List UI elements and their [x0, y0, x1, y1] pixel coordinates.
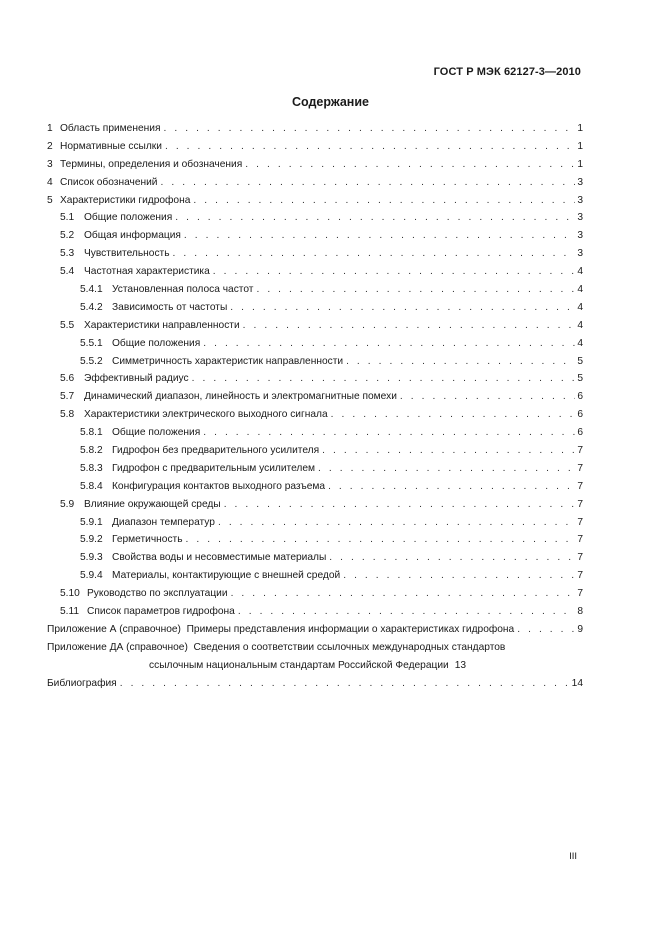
toc-leader-dots: [192, 371, 576, 387]
toc-entry-label: Характеристики гидрофона: [60, 194, 191, 206]
toc-entry-label: Список параметров гидрофона: [87, 606, 235, 618]
toc-entry-page: 7: [577, 480, 583, 492]
toc-entry-5-8-3[interactable]: [47, 461, 583, 479]
toc-entry-number: 5.5.1: [80, 337, 103, 349]
toc-entry-number: 5.9.3: [80, 552, 103, 564]
toc-entry-label: Гидрофон без предварительного усилителя: [112, 445, 320, 457]
toc-entry-5-8-1[interactable]: [47, 425, 583, 443]
toc-leader-dots: [213, 264, 576, 280]
toc-entry-page: 3: [577, 176, 583, 188]
toc-entry-label: Характеристики электрического выходного сигнала: [84, 409, 328, 421]
toc-entry-number: 5.9.4: [80, 570, 103, 582]
toc-leader-dots: [163, 121, 575, 137]
toc-leader-dots: [328, 479, 575, 495]
toc-leader-dots: [203, 336, 575, 352]
toc-entry-number: 5.8.4: [80, 480, 103, 492]
toc-entry-5-5[interactable]: [47, 318, 583, 336]
toc-entry-5-4-2[interactable]: [47, 300, 583, 318]
toc-entry-label: Конфигурация контактов выходного разъема: [112, 480, 326, 492]
toc-leader-dots: [193, 193, 575, 209]
toc-entry-number: 5.10: [60, 588, 80, 600]
toc-entry-number: 5.4.2: [80, 301, 103, 313]
toc-entry-page: 5: [577, 355, 583, 367]
toc-entry-page: 1: [577, 158, 583, 170]
toc-entry-5-5-1[interactable]: [47, 336, 583, 354]
toc-entry-1[interactable]: [47, 121, 583, 139]
toc-entry-number: 5.5: [60, 319, 75, 331]
toc-entry-number: 5.4: [60, 266, 75, 278]
toc-entry-3[interactable]: [47, 157, 583, 175]
toc-entry-label: Характеристики направленности: [84, 319, 240, 331]
toc-leader-dots: [203, 425, 575, 441]
toc-entry-page: 7: [577, 534, 583, 546]
toc-leader-dots: [230, 300, 575, 316]
toc-entry-label: Диапазон температур: [112, 516, 215, 528]
toc-leader-dots: [186, 532, 576, 548]
toc-entry-label: Приложение А (справочное) Примеры представления информации о характеристиках гидрофона: [47, 623, 515, 635]
toc-entry-page: 1: [577, 140, 583, 152]
toc-entry-number: 1: [47, 123, 53, 134]
toc-leader-dots: [238, 604, 575, 620]
toc-entry-page: 1: [577, 123, 583, 134]
document-header-code: ГОСТ Р МЭК 62127-3—2010: [433, 66, 581, 78]
toc-entry-5-10[interactable]: [47, 586, 583, 604]
toc-entry-5-8[interactable]: [47, 407, 583, 425]
toc-entry-label: Общая информация: [84, 230, 181, 242]
toc-entry-number: 5.7: [60, 391, 75, 403]
toc-entry-number: 5.4.1: [80, 284, 103, 296]
toc-entry-label: Влияние окружающей среды: [84, 498, 221, 510]
toc-leader-dots: [318, 461, 575, 477]
toc-entry-number: 3: [47, 158, 53, 170]
toc-entry-label: Герметичность: [112, 534, 183, 546]
toc-entry-label: Частотная характеристика: [84, 266, 210, 278]
toc-entry-label: Общие положения: [112, 427, 201, 439]
toc-leader-dots: [400, 389, 575, 405]
toc-entry-number: 5.2: [60, 230, 75, 242]
toc-entry-page: 14: [571, 677, 583, 689]
toc-entry-number: 5.8: [60, 409, 75, 421]
toc-entry-5-3[interactable]: [47, 246, 583, 264]
toc-entry-label: Чувствительность: [84, 248, 170, 260]
toc-leader-dots: [346, 354, 575, 370]
toc-title: Содержание: [291, 95, 369, 109]
toc-leader-dots: [231, 586, 576, 602]
toc-entry-page: 7: [577, 445, 583, 457]
toc-entry-page: 7: [577, 498, 583, 510]
toc-entry-5-8-2[interactable]: [47, 443, 583, 461]
toc-entry-page: 4: [577, 301, 583, 313]
toc-entry-page: 4: [577, 266, 583, 278]
toc-entry-5-8-4[interactable]: [47, 479, 583, 497]
toc-entry-5-7[interactable]: [47, 389, 583, 407]
toc-entry-5-11[interactable]: [47, 604, 583, 622]
toc-entry-page: 6: [577, 409, 583, 421]
toc-leader-dots: [243, 318, 576, 334]
toc-entry-label: Общие положения: [84, 212, 173, 224]
toc-entry-label-line1: Приложение ДА (справочное) Сведения о соответствии ссылочных международных стандартов: [47, 641, 506, 653]
toc-entry-page: 3: [577, 212, 583, 224]
toc-entry-5-5-2[interactable]: [47, 354, 583, 372]
toc-entry-page: 4: [577, 284, 583, 296]
toc-entry-page: 8: [577, 606, 583, 618]
toc-entry-page: 6: [577, 391, 583, 403]
toc-entry-number: 5.1: [60, 212, 75, 224]
toc-entry-label: Динамический диапазон, линейность и электромагнитные помехи: [84, 391, 397, 403]
toc-entry-page: 4: [577, 319, 583, 331]
toc-entry-page: 5: [577, 373, 583, 385]
toc-entry-page: 7: [577, 462, 583, 474]
toc-entry-label: Общие положения: [112, 337, 201, 349]
toc-entry-label: Симметричность характеристик направленности: [112, 355, 344, 367]
toc-entry-number: 5.8.1: [80, 427, 103, 439]
toc-entry-label: Эффективный радиус: [84, 373, 189, 385]
toc-entry-5-4-1[interactable]: [47, 282, 583, 300]
toc-entry-5-9-2[interactable]: [47, 532, 583, 550]
toc-entry-label: Нормативные ссылки: [60, 140, 162, 152]
toc-entry-label: Установленная полоса частот: [112, 284, 254, 296]
toc-leader-dots: [256, 282, 575, 298]
toc-leader-dots: [165, 139, 575, 155]
page-number: III: [569, 851, 577, 862]
toc-entry-label: Список обозначений: [60, 176, 158, 188]
toc-entry-label: Материалы, контактирующие с внешней средой: [112, 570, 341, 582]
toc-entry-number: 5.9: [60, 498, 75, 510]
toc-entry-label: Руководство по эксплуатации: [87, 588, 228, 600]
toc-leader-dots: [343, 568, 575, 584]
toc-entry-number: 4: [47, 176, 53, 188]
toc-entry-page: 7: [577, 570, 583, 582]
toc-entry-number: 5: [47, 194, 53, 206]
toc-leader-dots: [175, 210, 575, 226]
toc-entry-page: 7: [577, 552, 583, 564]
toc-entry-page: 3: [577, 230, 583, 242]
toc-leader-dots: [161, 175, 576, 191]
toc-entry-5-9-1[interactable]: [47, 515, 583, 533]
toc-entry-page: 3: [577, 248, 583, 260]
toc-entry-4[interactable]: [47, 175, 583, 193]
toc-leader-dots: [184, 228, 575, 244]
toc-entry-appendix-da[interactable]: [47, 640, 583, 676]
toc-entry-5-2[interactable]: [47, 228, 583, 246]
toc-entry-number: 5.9.2: [80, 534, 103, 546]
toc-leader-dots: [173, 246, 576, 262]
toc-entry-bibliography[interactable]: [47, 676, 583, 694]
toc-leader-dots: [120, 676, 570, 692]
toc-leader-dots: [331, 407, 576, 423]
toc-leader-dots: [322, 443, 575, 459]
toc-entry-page: 9: [577, 623, 583, 635]
toc-entry-number: 5.3: [60, 248, 75, 260]
toc-entry-label: Свойства воды и несовместимые материалы: [112, 552, 327, 564]
toc-entry-number: 5.11: [60, 606, 80, 618]
toc-entry-5-1[interactable]: [47, 210, 583, 228]
toc-entry-page: 6: [577, 427, 583, 439]
toc-entry-5-9-4[interactable]: [47, 568, 583, 586]
toc-entry-page: 4: [577, 337, 583, 349]
toc-entry-5-4[interactable]: [47, 264, 583, 282]
toc-entry-number: 5.5.2: [80, 355, 103, 367]
toc-entry-number: 2: [47, 140, 53, 152]
toc-entry-page: 3: [577, 194, 583, 206]
toc-entry-page: 13: [454, 659, 467, 671]
toc-entry-page: 7: [577, 516, 583, 528]
toc-entry-page: 7: [577, 588, 583, 600]
toc-entry-label: Библиография: [47, 677, 117, 689]
toc-leader-dots: [329, 550, 575, 566]
toc-entry-label: Гидрофон с предварительным усилителем: [112, 462, 316, 474]
toc-entry-number: 5.6: [60, 373, 75, 385]
toc-entry-label: Термины, определения и обозначения: [60, 158, 243, 170]
toc-leader-dots: [218, 515, 575, 531]
toc-entry-appendix-a[interactable]: [47, 622, 583, 640]
toc-entry-5-9[interactable]: [47, 497, 583, 515]
toc-entry-5-6[interactable]: [47, 371, 583, 389]
toc-entry-number: 5.8.2: [80, 445, 103, 457]
toc-entry-label-line2: ссылочным национальным стандартам Российской Федерации: [149, 659, 449, 671]
toc-entry-number: 5.8.3: [80, 462, 103, 474]
toc-entry-2[interactable]: [47, 139, 583, 157]
toc-leader-dots: [224, 497, 576, 513]
table-of-contents: [47, 121, 583, 694]
toc-entry-5[interactable]: [47, 193, 583, 211]
toc-entry-label: Зависимость от частоты: [112, 301, 228, 313]
toc-entry-number: 5.9.1: [80, 516, 103, 528]
toc-leader-dots: [245, 157, 575, 173]
toc-entry-label: Область применения: [60, 123, 161, 134]
toc-leader-dots: [517, 622, 575, 638]
toc-entry-5-9-3[interactable]: [47, 550, 583, 568]
